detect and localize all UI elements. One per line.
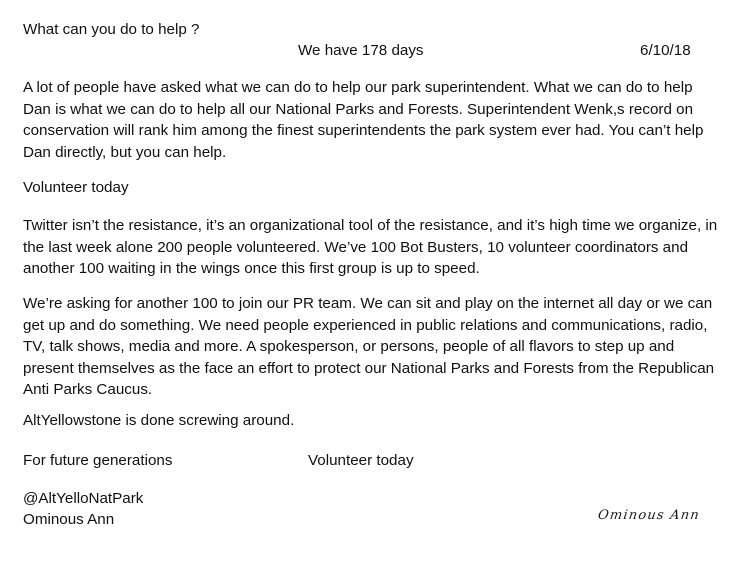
days-remaining: We have 178 days xyxy=(298,42,424,59)
handwritten-signature: Ominous Ann xyxy=(596,508,701,523)
pr-team-paragraph: We’re asking for another 100 to join our PR team. We can sit and play on the internet all day or we can get up and do something. We need people experienced in public relations and communications, radio, TV, talk shows, media and more. A spokesperson, or persons, people of all flavors to step up and present themselves as the face an effort to protect our National Parks and Forests from the Republican Anti Parks Caucus. xyxy=(23,295,715,398)
twitter-handle: @AltYelloNatPark xyxy=(23,490,144,507)
motto: For future generations xyxy=(23,452,173,469)
volunteer-footer: Volunteer today xyxy=(308,452,414,469)
closing-line: AltYellowstone is done screwing around. xyxy=(23,412,295,429)
document-title: What can you do to help ? xyxy=(23,21,200,38)
intro-paragraph: A lot of people have asked what we can do to help our park superintendent. What we can do to help Dan is what we can do to help all our National Parks and Forests. Superintendent Wenk,s record on conservation will rank him among the finest superintendents the park system ever had. You can’t help Dan directly, but you can help. xyxy=(23,79,704,161)
volunteer-call: Volunteer today xyxy=(23,179,129,196)
twitter-paragraph: Twitter isn’t the resistance, it’s an organizational tool of the resistance, and it’s high time we organize, in the last week alone 200 people volunteered. We’ve 100 Bot Busters, 10 volunteer coordinators and another 100 waiting in the wings once this first group is up to speed. xyxy=(23,217,718,277)
document-date: 6/10/18 xyxy=(640,42,691,59)
author-name: Ominous Ann xyxy=(23,511,115,528)
